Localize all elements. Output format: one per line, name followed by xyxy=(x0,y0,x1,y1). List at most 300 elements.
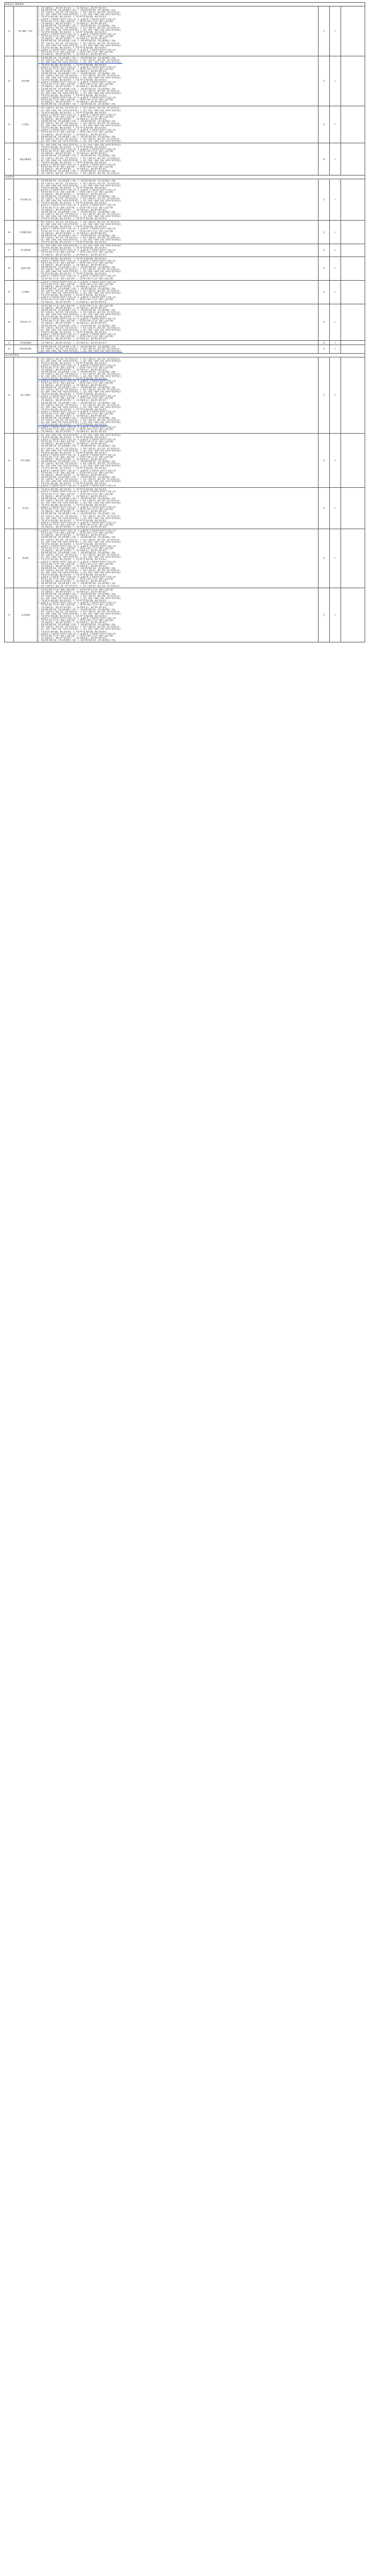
spec-line: 6、▲ 提供 第三方 检测 报告 复印件 并 加盖 公章； 6、▲ 提供 第三方 检测 报告 复印件 并 加盖 公章； xyxy=(38,113,117,116)
spec-line: 7、支持 集中 管控 平台 统一 管理 与 监控 告警； 7、支持 集中 管控 平台 统一 管理 与 监控 告警； xyxy=(38,532,115,535)
row-unit: 台 xyxy=(319,588,330,642)
spec-line: 1、支持 多媒体 接入，满足 教学 使用 需求； 1、支持 多媒体 接入，满足 教学 使用 需求； xyxy=(38,621,108,624)
spec-line: 4、接口：RJ45、HDMI、USB、RS232 等多种 接口； 4、接口：RJ45、HDMI、USB、RS232 等多种 接口； xyxy=(38,375,123,378)
spec-line: 6、▲ 提供 第三方 检测 报告 复印件 并 加盖 公章； 6、▲ 提供 第三方 检测 报告 复印件 并 加盖 公章； xyxy=(38,188,117,191)
spec-line: 5、支持 国产化 系统 适配，满足 信创 要求； 5、支持 国产化 系统 适配，满足 信创 要求； xyxy=(38,451,108,454)
spec-line: 5、支持 国产化 系统 适配，满足 信创 要求； 5、支持 国产化 系统 适配，满足 信创 要求； xyxy=(38,362,108,364)
spec-line: 2、具备 网络 管理 功能，支持 远程 配置 与 升级； 2、具备 网络 管理 功能，支持 远程 配置 与 升级； xyxy=(38,57,117,60)
spec-line: 3、采用 工业级 设计，稳定 可靠，支持 长时间 运行； 3、采用 工业级 设计，稳定 可靠，支持 长时间 运行； xyxy=(38,499,122,502)
spec-line: 5、支持 国产化 系统 适配，满足 信创 要求； 5、支持 国产化 系统 适配，满足 信创 要求； xyxy=(38,241,108,244)
spec-line: 7、支持 集中 管控 平台 统一 管理 与 监控 告警； 7、支持 集中 管控 平台 统一 管理 与 监控 告警； xyxy=(38,150,115,153)
spec-line: 4、接口：RJ45、HDMI、USB、RS232 等多种 接口； 4、接口：RJ45、HDMI、USB、RS232 等多种 接口； xyxy=(38,406,123,408)
row-unit: 套 xyxy=(319,304,330,341)
row-unit: 台 xyxy=(319,257,330,280)
row-remark xyxy=(341,179,365,221)
spec-line: 2、具备 网络 管理 功能，支持 远程 配置 与 升级； 2、具备 网络 管理 功能，支持 远程 配置 与 升级； xyxy=(38,475,117,478)
spec-line: 2、具备 网络 管理 功能，支持 远程 配置 与 升级； 2、具备 网络 管理 功能，支持 远程 配置 与 升级； xyxy=(38,592,117,595)
spec-line: 6、▲ 提供 第三方 检测 报告 复印件 并 加盖 公章； 6、▲ 提供 第三方 检测 报告 复印件 并 加盖 公章； xyxy=(38,228,117,230)
spec-line: 1、支持 多媒体 接入，满足 教学 使用 需求； 1、支持 多媒体 接入，满足 教学 使用 需求； xyxy=(38,580,108,583)
spec-line: 1、支持 多媒体 接入，满足 教学 使用 需求； 1、支持 多媒体 接入，满足 教学 使用 需求； xyxy=(38,70,108,72)
row-name: 智能录播系统 xyxy=(14,143,38,175)
spec-line: 3、采用 工业级 设计，稳定 可靠，支持 长时间 运行； 3、采用 工业级 设计，稳定 可靠，支持 长时间 运行； xyxy=(38,569,122,572)
spec-line: 4、接口：RJ45、HDMI、USB、RS232 等多种 接口； 4、接口：RJ45、HDMI、USB、RS232 等多种 接口； xyxy=(38,109,123,112)
row-name: POE交换机 xyxy=(14,433,38,487)
spec-line: 1、支持 多媒体 接入，满足 教学 使用 需求； 1、支持 多媒体 接入，满足 教学 使用 需求； xyxy=(38,152,108,155)
spec-line: 1、支持 多媒体 接入，满足 教学 使用 需求； 1、支持 多媒体 接入，满足 教学 使用 需求； xyxy=(38,168,108,171)
row-unit: 台 xyxy=(319,106,330,143)
row-remark xyxy=(341,433,365,487)
spec-line: 1、支持 多媒体 接入，满足 教学 使用 需求； 1、支持 多媒体 接入，满足 教学 使用 需求； xyxy=(38,369,108,371)
spec-line: 7、支持 集中 管控 平台 统一 管理 与 监控 告警； 7、支持 集中 管控 平台 统一 管理 与 监控 告警； xyxy=(38,251,115,254)
spec-line: 6、▲ 提供 第三方 检测 报告 复印件 并 加盖 公章； 6、▲ 提供 第三方 检测 报告 复印件 并 加盖 公章； xyxy=(38,485,117,487)
spec-line: 7、支持 集中 管控 平台 统一 管理 与 监控 告警； 7、支持 集中 管控 平台 统一 管理 与 监控 告警； xyxy=(38,397,115,400)
spec-line: 5、支持 国产化 系统 适配，满足 信创 要求； 5、支持 国产化 系统 适配，满足 信创 要求； xyxy=(38,543,108,545)
spec-line: 1、支持 多媒体 接入，满足 教学 使用 需求； 1、支持 多媒体 接入，满足 教学 使用 需求； xyxy=(38,458,108,461)
spec-line: 5、支持 国产化 系统 适配，满足 信创 要求； 5、支持 国产化 系统 适配，满足 信创 要求； xyxy=(38,574,108,576)
spec-line: 1、支持 多媒体 接入，满足 教学 使用 需求； 1、支持 多媒体 接入，满足 教学 使用 需求； xyxy=(38,22,108,25)
spec-line: 5、支持 国产化 系统 适配，满足 信创 要求； 5、支持 国产化 系统 适配，满足 信创 要求； xyxy=(38,393,108,396)
row-spec-text xyxy=(38,433,319,487)
spec-line: 7、支持 集中 管控 平台 统一 管理 与 监控 告警； 7、支持 集中 管控 平台 统一 管理 与 监控 告警； xyxy=(38,471,115,474)
spec-line: 4、接口：RJ45、HDMI、USB、RS232 等多种 接口； 4、接口：RJ45、HDMI、USB、RS232 等多种 接口； xyxy=(38,215,123,217)
spec-line: 2、具备 网络 管理 功能，支持 远程 配置 与 升级； 2、具备 网络 管理 功能，支持 远程 配置 与 升级； xyxy=(38,103,117,106)
spec-line: 6、▲ 提供 第三方 检测 报告 复印件 并 加盖 公章； 6、▲ 提供 第三方 检测 报告 复印件 并 加盖 公章； xyxy=(38,576,117,579)
row-remark xyxy=(341,6,365,56)
row-spec-text xyxy=(38,304,319,341)
spec-line: 7、支持 集中 管控 平台 统一 管理 与 监控 告警； 7、支持 集中 管控 平台 统一 管理 与 监控 告警； xyxy=(38,547,115,550)
spec-line: 7、支持 集中 管控 平台 统一 管理 与 监控 告警； 7、支持 集中 管控 平台 统一 管理 与 监控 告警； xyxy=(38,412,115,415)
spec-line: 4、接口：RJ45、HDMI、USB、RS232 等多种 接口； 4、接口：RJ45、HDMI、USB、RS232 等多种 接口； xyxy=(38,350,123,353)
row-name: 立式展台 xyxy=(14,106,38,143)
spec-line: 1、支持 多媒体 接入，满足 教学 使用 需求； 1、支持 多媒体 接入，满足 教学 使用 需求； xyxy=(38,495,108,497)
row-qty: 4 xyxy=(330,357,341,433)
spec-line: 2、具备 网络 管理 功能，支持 远程 配置 与 升级； 2、具备 网络 管理 功能，支持 远程 配置 与 升级； xyxy=(38,497,117,500)
spec-line: 4、接口：RJ45、HDMI、USB、RS232 等多种 接口； 4、接口：RJ45、HDMI、USB、RS232 等多种 接口； xyxy=(38,61,123,64)
spec-line: 5、支持 国产化 系统 适配，满足 信创 要求； 5、支持 国产化 系统 适配，满足 信创 要求； xyxy=(38,630,108,633)
spec-line: 3、采用 工业级 设计，稳定 可靠，支持 长时间 运行； 3、采用 工业级 设计，稳定 可靠，支持 长时间 运行； xyxy=(38,584,122,587)
row-name: 中央控制主机 xyxy=(14,179,38,221)
spec-line: 2、具备 网络 管理 功能，支持 远程 配置 与 升级； 2、具备 网络 管理 功能，支持 远程 配置 与 升级； xyxy=(38,87,117,90)
spec-line: 6、▲ 提供 第三方 检测 报告 复印件 并 加盖 公章； 6、▲ 提供 第三方 检测 报告 复印件 并 加盖 公章； xyxy=(38,48,117,51)
table-row xyxy=(5,433,365,487)
section-title: 综合布线系统 xyxy=(5,353,365,357)
spec-line: 6、▲ 提供 第三方 检测 报告 复印件 并 加盖 公章； 6、▲ 提供 第三方 检测 报告 复印件 并 加盖 公章； xyxy=(38,204,117,207)
spec-line: 5、支持 国产化 系统 适配，满足 信创 要求； 5、支持 国产化 系统 适配，满足 信创 要求； xyxy=(38,519,108,522)
spec-line: 1、支持 多媒体 接入，满足 教学 使用 需求； 1、支持 多媒体 接入，满足 教学 使用 需求； xyxy=(38,133,108,136)
spec-line: 4、接口：RJ45、HDMI、USB、RS232 等多种 接口； 4、接口：RJ45、HDMI、USB、RS232 等多种 接口； xyxy=(38,223,123,226)
spec-line: 2、具备 网络 管理 功能，支持 远程 配置 与 升级； 2、具备 网络 管理 功能，支持 远程 配置 与 升级； xyxy=(38,608,117,611)
spec-line: 5、支持 国产化 系统 适配，满足 信创 要求； 5、支持 国产化 系统 适配，满足 信创 要求； xyxy=(38,408,108,411)
row-unit: 台 xyxy=(319,6,330,56)
spec-line: 6、▲ 提供 第三方 检测 报告 复印件 并 加盖 公章； 6、▲ 提供 第三方 检测 报告 复印件 并 加盖 公章； xyxy=(38,96,117,99)
spec-line: 3、采用 工业级 设计，稳定 可靠，支持 长时间 运行； 3、采用 工业级 设计，稳定 可靠，支持 长时间 运行； xyxy=(38,59,122,62)
spec-line: 1、支持 多媒体 接入，满足 教学 使用 需求； 1、支持 多媒体 接入，满足 教学 使用 需求； xyxy=(38,384,108,386)
spec-line: 2、具备 网络 管理 功能，支持 远程 配置 与 升级； 2、具备 网络 管理 功能，支持 远程 配置 与 升级； xyxy=(38,266,117,269)
spec-line: 4、接口：RJ45、HDMI、USB、RS232 等多种 接口； 4、接口：RJ45、HDMI、USB、RS232 等多种 接口； xyxy=(38,556,123,559)
spec-line: 6、▲ 提供 第三方 检测 报告 复印件 并 加盖 公章； 6、▲ 提供 第三方 检测 报告 复印件 并 加盖 公章； xyxy=(38,281,117,283)
spec-line: 7、支持 集中 管控 平台 统一 管理 与 监控 告警； 7、支持 集中 管控 平台 统一 管理 与 监控 告警； xyxy=(38,493,115,495)
spec-line: 7、支持 集中 管控 平台 统一 管理 与 监控 告警； 7、支持 集中 管控 平台 统一 管理 与 监控 告警； xyxy=(38,206,115,209)
spec-line: 2、具备 网络 管理 功能，支持 远程 配置 与 升级； 2、具备 网络 管理 功能，支持 远程 配置 与 升级； xyxy=(38,460,117,463)
spec-line: 6、▲ 提供 第三方 检测 报告 复印件 并 加盖 公章； 6、▲ 提供 第三方 检测 报告 复印件 并 加盖 公章； xyxy=(38,379,117,382)
row-seq: 38 xyxy=(5,257,14,280)
spec-line: 5、支持 国产化 系统 适配，满足 信创 要求； 5、支持 国产化 系统 适配，满足 信创 要求； xyxy=(38,467,108,470)
spec-line: 3、采用 工业级 设计，稳定 可靠，支持 长时间 运行； 3、采用 工业级 设计，稳定 可靠，支持 长时间 运行； xyxy=(38,373,122,376)
spec-line: 6、▲ 提供 第三方 检测 报告 复印件 并 加盖 公章； 6、▲ 提供 第三方 检测 报告 复印件 并 加盖 公章； xyxy=(38,18,117,20)
spec-line: 4、接口：RJ45、HDMI、USB、RS232 等多种 接口； 4、接口：RJ45、HDMI、USB、RS232 等多种 接口； xyxy=(38,238,123,241)
spec-line: 4、接口：RJ45、HDMI、USB、RS232 等多种 接口； 4、接口：RJ45、HDMI、USB、RS232 等多种 接口； xyxy=(38,77,123,79)
spec-line: 4、接口：RJ45、HDMI、USB、RS232 等多种 接口； 4、接口：RJ45、HDMI、USB、RS232 等多种 接口； xyxy=(38,501,123,504)
spec-line: 5、支持 国产化 系统 适配，满足 信创 要求； 5、支持 国产化 系统 适配，满足 信创 要求； xyxy=(38,225,108,228)
spec-line: 4、接口：RJ45、HDMI、USB、RS232 等多种 接口； 4、接口：RJ45、HDMI、USB、RS232 等多种 接口； xyxy=(38,270,123,273)
spec-line: 3、采用 工业级 设计，稳定 可靠，支持 长时间 运行； 3、采用 工业级 设计，稳定 可靠，支持 长时间 运行； xyxy=(38,538,122,541)
spec-line: 6、▲ 提供 第三方 检测 报告 复印件 并 加盖 公章； 6、▲ 提供 第三方 检测 报告 复印件 并 加盖 公章； xyxy=(38,506,117,509)
spec-line: 7、支持 集中 管控 平台 统一 管理 与 监控 告警； 7、支持 集中 管控 平台 统一 管理 与 监控 告警； xyxy=(38,441,115,443)
spec-line: 6、▲ 提供 第三方 检测 报告 复印件 并 加盖 公章； 6、▲ 提供 第三方 检测 报告 复印件 并 加盖 公章； xyxy=(38,438,117,441)
spec-line: 2、具备 网络 管理 功能，支持 远程 配置 与 升级； 2、具备 网络 管理 功能，支持 远程 配置 与 升级； xyxy=(38,639,117,641)
row-unit: 套 xyxy=(319,143,330,175)
row-spec-text xyxy=(38,56,319,106)
spec-line: 2、具备 网络 管理 功能，支持 远程 配置 与 升级； 2、具备 网络 管理 功能，支持 远程 配置 与 升级； xyxy=(38,155,117,157)
spec-line: 1、支持 多媒体 接入，满足 教学 使用 需求； 1、支持 多媒体 接入，满足 教学 使用 需求； xyxy=(38,606,108,609)
spec-line: 6、▲ 提供 第三方 检测 报告 复印件 并 加盖 公章； 6、▲ 提供 第三方 检测 报告 复印件 并 加盖 公章； xyxy=(38,249,117,252)
spec-line: 1、支持 多媒体 接入，满足 教学 使用 需求； 1、支持 多媒体 接入，满足 教学 使用 需求； xyxy=(38,53,108,56)
spec-line: 6、▲ 提供 第三方 检测 报告 复印件 并 加盖 公章； 6、▲ 提供 第三方 检测 报告 复印件 并 加盖 公章； xyxy=(38,296,117,299)
spec-line: 7、支持 集中 管控 平台 统一 管理 与 监控 告警； 7、支持 集中 管控 平台 统一 管理 与 监控 告警； xyxy=(38,230,115,232)
spec-line: 6、▲ 提供 第三方 检测 报告 复印件 并 加盖 公章； 6、▲ 提供 第三方 检测 报告 复印件 并 加盖 公章； xyxy=(38,469,117,472)
spec-line: 2、具备 网络 管理 功能，支持 远程 配置 与 升级； 2、具备 网络 管理 功能，支持 远程 配置 与 升级； xyxy=(38,24,117,27)
row-name: 教学终端 xyxy=(14,56,38,106)
spec-line: 6、▲ 提供 第三方 检测 报告 复印件 并 加盖 公章； 6、▲ 提供 第三方 检测 报告 复印件 并 加盖 公章； xyxy=(38,632,117,635)
spec-line: 1、支持 多媒体 接入，满足 教学 使用 需求； 1、支持 多媒体 接入，满足 教学 使用 需求； xyxy=(38,208,108,211)
row-remark xyxy=(341,221,365,244)
row-spec-text xyxy=(38,341,319,345)
spec-line: 2、具备 网络 管理 功能，支持 远程 配置 与 升级； 2、具备 网络 管理 功能，支持 远程 配置 与 升级； xyxy=(38,195,117,198)
row-name: 灯控模块 xyxy=(14,280,38,304)
spec-line: 2、具备 网络 管理 功能，支持 远程 配置 与 升级； 2、具备 网络 管理 功能，支持 远程 配置 与 升级； xyxy=(38,120,117,122)
spec-line: 7、支持 集中 管控 平台 统一 管理 与 监控 告警； 7、支持 集中 管控 平台 统一 管理 与 监控 告警； xyxy=(38,578,115,581)
spec-line: 4、接口：RJ45、HDMI、USB、RS232 等多种 接口； 4、接口：RJ45、HDMI、USB、RS232 等多种 接口； xyxy=(38,245,123,247)
spec-line: 7、支持 集中 管控 平台 统一 管理 与 监控 告警； 7、支持 集中 管控 平台 统一 管理 与 监控 告警； xyxy=(38,604,115,606)
spec-line: 2、具备 网络 管理 功能，支持 远程 配置 与 升级； 2、具备 网络 管理 功能，支持 远程 配置 与 升级； xyxy=(38,582,117,585)
spec-line: 6、▲ 提供 第三方 检测 报告 复印件 并 加盖 公章； 6、▲ 提供 第三方 检测 报告 复印件 并 加盖 公章； xyxy=(38,81,117,84)
row-seq: 47 xyxy=(5,588,14,642)
row-spec-text xyxy=(38,244,319,257)
spec-line: 2、具备 网络 管理 功能，支持 远程 配置 与 升级； 2、具备 网络 管理 功能，支持 远程 配置 与 升级； xyxy=(38,401,117,404)
row-spec-text xyxy=(38,143,319,175)
row-seq: 44 xyxy=(5,433,14,487)
spec-line: 7、支持 集中 管控 平台 统一 管理 与 监控 告警； 7、支持 集中 管控 平台 统一 管理 与 监控 告警； xyxy=(38,304,115,307)
spec-line: 5、支持 国产化 系统 适配，满足 信创 要求； 5、支持 国产化 系统 适配，满足 信创 要求； xyxy=(38,63,108,66)
spec-line: 3、采用 工业级 设计，稳定 可靠，支持 长时间 运行； 3、采用 工业级 设计，稳定 可靠，支持 长时间 运行； xyxy=(38,26,122,29)
row-remark xyxy=(341,257,365,280)
spec-line: 5、支持 国产化 系统 适配，满足 信创 要求； 5、支持 国产化 系统 适配，满足 信创 要求； xyxy=(38,127,108,129)
spec-line: 3、采用 工业级 设计，稳定 可靠，支持 长时间 运行； 3、采用 工业级 设计，稳定 可靠，支持 长时间 运行； xyxy=(38,357,122,360)
spec-line: 6、▲ 提供 第三方 检测 报告 复印件 并 加盖 公章； 6、▲ 提供 第三方 检测 报告 复印件 并 加盖 公章； xyxy=(38,364,117,367)
spec-line: 2、具备 网络 管理 功能，支持 远程 配置 与 升级； 2、具备 网络 管理 功能，支持 远程 配置 与 升级； xyxy=(38,552,117,554)
row-qty: 1 xyxy=(330,529,341,588)
spec-line: 1、支持 多媒体 接入，满足 教学 使用 需求； 1、支持 多媒体 接入，满足 教学 使用 需求； xyxy=(38,85,108,88)
row-seq: 39 xyxy=(5,280,14,304)
row-remark xyxy=(341,244,365,257)
spec-line: 2、具备 网络 管理 功能，支持 远程 配置 与 升级； 2、具备 网络 管理 功能，支持 远程 配置 与 升级； xyxy=(38,9,117,12)
spec-line: 5、支持 国产化 系统 适配，满足 信创 要求； 5、支持 国产化 系统 适配，满足 信创 要求； xyxy=(38,488,108,491)
row-seq: 36 xyxy=(5,221,14,244)
row-unit: 项 xyxy=(319,341,330,345)
spec-line: 6、▲ 提供 第三方 检测 报告 复印件 并 加盖 公章； 6、▲ 提供 第三方 检测 报告 复印件 并 加盖 公章； xyxy=(38,560,117,563)
spec-line: 3、采用 工业级 设计，稳定 可靠，支持 长时间 运行； 3、采用 工业级 设计，稳定 可靠，支持 长时间 运行； xyxy=(38,326,122,329)
spec-line: 2、具备 网络 管理 功能，支持 远程 配置 与 升级； 2、具备 网络 管理 功能，支持 远程 配置 与 升级； xyxy=(38,371,117,374)
table-row xyxy=(5,6,365,56)
spec-line: 2、具备 网络 管理 功能，支持 远程 配置 与 升级； 2、具备 网络 管理 功能，支持 远程 配置 与 升级； xyxy=(38,536,117,539)
table-row xyxy=(5,56,365,106)
row-remark xyxy=(341,341,365,345)
table-row xyxy=(5,345,365,353)
spec-line: 2、具备 网络 管理 功能，支持 远程 配置 与 升级； 2、具备 网络 管理 功能，支持 远程 配置 与 升级； xyxy=(38,386,117,389)
row-seq: 45 xyxy=(5,488,14,529)
spec-line: 6、▲ 提供 第三方 检测 报告 复印件 并 加盖 公章； 6、▲ 提供 第三方 检测 报告 复印件 并 加盖 公章； xyxy=(38,318,117,320)
spec-line: 1、支持 多媒体 接入，满足 教学 使用 需求； 1、支持 多媒体 接入，满足 教学 使用 需求； xyxy=(38,193,108,195)
table-row xyxy=(5,179,365,221)
spec-line: 2、具备 网络 管理 功能，支持 远程 配置 与 升级； 2、具备 网络 管理 功能，支持 远程 配置 与 升级； xyxy=(38,346,117,348)
spec-line: 3、采用 工业级 设计，稳定 可靠，支持 长时间 运行； 3、采用 工业级 设计，稳定 可靠，支持 长时间 运行； xyxy=(38,107,122,109)
spec-line: 5、支持 国产化 系统 适配，满足 信创 要求； 5、支持 国产化 系统 适配，满足 信创 要求； xyxy=(38,257,108,260)
row-remark xyxy=(341,304,365,341)
spec-line: 5、支持 国产化 系统 适配，满足 信创 要求； 5、支持 国产化 系统 适配，满足 信创 要求； xyxy=(38,94,108,97)
row-qty: 1 xyxy=(330,341,341,345)
row-name: 86寸触控一体机 xyxy=(14,6,38,56)
spec-line: 3、采用 工业级 设计，稳定 可靠，支持 长时间 运行； 3、采用 工业级 设计，稳定 可靠，支持 长时间 运行； xyxy=(38,75,122,77)
row-qty: 1 xyxy=(330,143,341,175)
spec-line: 4、接口：RJ45、HDMI、USB、RS232 等多种 接口； 4、接口：RJ45、HDMI、USB、RS232 等多种 接口； xyxy=(38,328,123,331)
spec-line: 4、接口：RJ45、HDMI、USB、RS232 等多种 接口； 4、接口：RJ45、HDMI、USB、RS232 等多种 接口； xyxy=(38,517,123,519)
spec-line: 2、具备 网络 管理 功能，支持 远程 配置 与 升级； 2、具备 网络 管理 功能，支持 远程 配置 与 升级； xyxy=(38,324,117,327)
row-seq: 32 xyxy=(5,56,14,106)
equipment-spec-table xyxy=(4,2,365,642)
row-qty: 2 xyxy=(330,244,341,257)
spec-line: 7、支持 集中 管控 平台 统一 管理 与 监控 告警； 7、支持 集中 管控 平台 统一 管理 与 监控 告警； xyxy=(38,367,115,369)
table-row xyxy=(5,529,365,588)
row-spec-text xyxy=(38,588,319,642)
spec-line: 7、支持 集中 管控 平台 统一 管理 与 监控 告警； 7、支持 集中 管控 平台 统一 管理 与 监控 告警； xyxy=(38,382,115,384)
row-qty: 1 xyxy=(330,488,341,529)
spec-line: 5、支持 国产化 系统 适配，满足 信创 要求； 5、支持 国产化 系统 适配，满足 信创 要求； xyxy=(38,614,108,617)
spec-line: 7、支持 集中 管控 平台 统一 管理 与 监控 告警； 7、支持 集中 管控 平台 统一 管理 与 监控 告警； xyxy=(38,335,115,338)
row-name: 中控软件平台 xyxy=(14,304,38,341)
spec-line: 5、支持 国产化 系统 适配，满足 信创 要求； 5、支持 国产化 系统 适配，满足 信创 要求； xyxy=(38,111,108,114)
spec-line: 4、接口：RJ45、HDMI、USB、RS232 等多种 接口； 4、接口：RJ45、HDMI、USB、RS232 等多种 接口； xyxy=(38,92,123,94)
spec-line: 7、支持 集中 管控 平台 统一 管理 与 监控 告警； 7、支持 集中 管控 平台 统一 管理 与 监控 告警； xyxy=(38,456,115,458)
spec-line: 7、支持 集中 管控 平台 统一 管理 与 监控 告警； 7、支持 集中 管控 平台 统一 管理 与 监控 告警； xyxy=(38,191,115,193)
spec-line: 6、▲ 提供 第三方 检测 报告 复印件 并 加盖 公章； 6、▲ 提供 第三方 检测 报告 复印件 并 加盖 公章； xyxy=(38,275,117,277)
row-spec-text xyxy=(38,179,319,224)
spec-line: 3、采用 工业级 设计，稳定 可靠，支持 长时间 运行； 3、采用 工业级 设计，稳定 可靠，支持 长时间 运行； xyxy=(38,182,122,185)
spec-line: 7、支持 集中 管控 平台 统一 管理 与 监控 告警； 7、支持 集中 管控 平台 统一 管理 与 监控 告警； xyxy=(38,562,115,565)
spec-line: 2、具备 网络 管理 功能，支持 远程 配置 与 升级； 2、具备 网络 管理 功能，支持 远程 配置 与 升级； xyxy=(38,287,117,290)
spec-line: 3、采用 工业级 设计，稳定 可靠，支持 长时间 运行； 3、采用 工业级 设计，稳定 可靠，支持 长时间 运行； xyxy=(38,554,122,557)
spec-line: 7、支持 集中 管控 平台 统一 管理 与 监控 告警； 7、支持 集中 管控 平台 统一 管理 与 监控 告警； xyxy=(38,68,115,70)
spec-line: 3、采用 工业级 设计，稳定 可靠，支持 长时间 运行； 3、采用 工业级 设计，稳定 可靠，支持 长时间 运行； xyxy=(38,626,122,628)
spec-line: 3、采用 工业级 设计，稳定 可靠，支持 长时间 运行； 3、采用 工业级 设计，稳定 可靠，支持 长时间 运行； xyxy=(38,515,122,517)
spec-line: 5、支持 国产化 系统 适配，满足 信创 要求； 5、支持 国产化 系统 适配，满足 信创 要求； xyxy=(38,161,108,164)
spec-line: 3、采用 工业级 设计，稳定 可靠，支持 长时间 运行； 3、采用 工业级 设计，稳定 可靠，支持 长时间 运行； xyxy=(38,137,122,140)
spec-line: 2、具备 网络 管理 功能，支持 远程 配置 与 升级； 2、具备 网络 管理 功能，支持 远程 配置 与 升级； xyxy=(38,135,117,138)
spec-line: 6、▲ 提供 第三方 检测 报告 复印件 并 加盖 公章； 6、▲ 提供 第三方 检测 报告 复印件 并 加盖 公章； xyxy=(38,617,117,619)
spec-line: 4、接口：RJ45、HDMI、USB、RS232 等多种 接口； 4、接口：RJ45、HDMI、USB、RS232 等多种 接口； xyxy=(38,571,123,574)
row-spec-text xyxy=(38,488,319,529)
spec-line: 3、采用 工业级 设计，稳定 可靠，支持 长时间 运行； 3、采用 工业级 设计，稳定 可靠，支持 长时间 运行； xyxy=(38,213,122,215)
row-seq: 31 xyxy=(5,6,14,56)
row-name: 电源时序器 xyxy=(14,257,38,280)
row-unit: 台 xyxy=(319,433,330,487)
spec-line: 4、接口：RJ45、HDMI、USB、RS232 等多种 接口； 4、接口：RJ45、HDMI、USB、RS232 等多种 接口； xyxy=(38,612,123,615)
spec-line: 4、接口：RJ45、HDMI、USB、RS232 等多种 接口； 4、接口：RJ45、HDMI、USB、RS232 等多种 接口； xyxy=(38,391,123,393)
row-qty: 1 xyxy=(330,345,341,353)
spec-line: 6、▲ 提供 第三方 检测 报告 复印件 并 加盖 公章； 6、▲ 提供 第三方 检测 报告 复印件 并 加盖 公章； xyxy=(38,410,117,413)
spec-line: 6、▲ 提供 第三方 检测 报告 复印件 并 加盖 公章； 6、▲ 提供 第三方 检测 报告 复印件 并 加盖 公章； xyxy=(38,259,117,262)
row-qty: 1 xyxy=(330,588,341,642)
spec-line: 3、采用 工业级 设计，稳定 可靠，支持 长时间 运行； 3、采用 工业级 设计，稳定 可靠，支持 长时间 运行； xyxy=(38,388,122,391)
spec-line: 5、支持 国产化 系统 适配，满足 信创 要求； 5、支持 国产化 系统 适配，满足 信创 要求； xyxy=(38,316,108,318)
spec-line: 2、具备 网络 管理 功能，支持 远程 配置 与 升级； 2、具备 网络 管理 功能，支持 远程 配置 与 升级； xyxy=(38,417,117,420)
spec-line: 5、支持 国产化 系统 适配，满足 信创 要求； 5、支持 国产化 系统 适配，满足 信创 要求； xyxy=(38,599,108,602)
spec-line: 5、支持 国产化 系统 适配，满足 信创 要求； 5、支持 国产化 系统 适配，满足 信创 要求； xyxy=(38,46,108,49)
spec-line: 1、支持 多媒体 接入，满足 教学 使用 需求； 1、支持 多媒体 接入，满足 教学 使用 需求； xyxy=(38,118,108,120)
spec-line: 6、▲ 提供 第三方 检测 报告 复印件 并 加盖 公章； 6、▲ 提供 第三方 检测 报告 复印件 并 加盖 公章； xyxy=(38,545,117,547)
table-row xyxy=(5,304,365,341)
spec-line: 1、支持 多媒体 接入，满足 教学 使用 需求； 1、支持 多媒体 接入，满足 教学 使用 需求； xyxy=(38,473,108,476)
row-seq: 46 xyxy=(5,529,14,588)
row-unit: 台 xyxy=(319,244,330,257)
spec-line: 6、▲ 提供 第三方 检测 报告 复印件 并 加盖 公章； 6、▲ 提供 第三方 检测 报告 复印件 并 加盖 公章； xyxy=(38,602,117,604)
row-remark xyxy=(341,488,365,529)
spec-line: 4、接口：RJ45、HDMI、USB、RS232 等多种 接口； 4、接口：RJ45、HDMI、USB、RS232 等多种 接口； xyxy=(38,292,123,295)
spec-line: 3、采用 工业级 设计，稳定 可靠，支持 长时间 运行； 3、采用 工业级 设计，稳定 可靠，支持 长时间 运行； xyxy=(38,311,122,313)
spec-line: 1、支持 多媒体 接入，满足 教学 使用 需求； 1、支持 多媒体 接入，满足 教学 使用 需求； xyxy=(38,430,108,433)
spec-line: 7、支持 集中 管控 平台 统一 管理 与 监控 告警； 7、支持 集中 管控 平台 统一 管理 与 监控 告警； xyxy=(38,115,115,118)
spec-line: 6、▲ 提供 第三方 检测 报告 复印件 并 加盖 公章； 6、▲ 提供 第三方 检测 报告 复印件 并 加盖 公章； xyxy=(38,521,117,524)
spec-line: 3、采用 工业级 设计，稳定 可靠，支持 长时间 运行； 3、采用 工业级 设计，稳定 可靠，支持 长时间 运行； xyxy=(38,610,122,613)
spec-line: 3、采用 工业级 设计，稳定 可靠，支持 长时间 运行； 3、采用 工业级 设计，稳定 可靠，支持 长时间 运行； xyxy=(38,11,122,14)
row-qty: 1 xyxy=(330,280,341,304)
table-row xyxy=(5,244,365,257)
spec-line: 3、采用 工业级 设计，稳定 可靠，支持 长时间 运行； 3、采用 工业级 设计，稳定 可靠，支持 长时间 运行； xyxy=(38,42,122,45)
spec-line: 4、接口：RJ45、HDMI、USB、RS232 等多种 接口； 4、接口：RJ45、HDMI、USB、RS232 等多种 接口； xyxy=(38,540,123,543)
table-row xyxy=(5,257,365,280)
row-unit: 台 xyxy=(319,345,330,353)
spec-line: 7、支持 集中 管控 平台 统一 管理 与 监控 告警； 7、支持 集中 管控 平台 统一 管理 与 监控 告警； xyxy=(38,320,115,323)
spec-line: 4、接口：RJ45、HDMI、USB、RS232 等多种 接口； 4、接口：RJ45、HDMI、USB、RS232 等多种 接口； xyxy=(38,480,123,482)
row-name: 中控系统编程 xyxy=(14,341,38,345)
table-row xyxy=(5,221,365,244)
spec-line: 3、采用 工业级 设计，稳定 可靠，支持 长时间 运行； 3、采用 工业级 设计，稳定 可靠，支持 长时间 运行； xyxy=(38,90,122,92)
spec-line: 1、支持 多媒体 接入，满足 教学 使用 需求； 1、支持 多媒体 接入，满足 教学 使用 需求； xyxy=(38,232,108,235)
row-unit: 台 xyxy=(319,179,330,221)
spec-line: 1、支持 多媒体 接入，满足 教学 使用 需求； 1、支持 多媒体 接入，满足 教学 使用 需求； xyxy=(38,101,108,104)
row-unit: 台 xyxy=(319,488,330,529)
spec-line: 3、采用 工业级 设计，稳定 可靠，支持 长时间 运行； 3、采用 工业级 设计，稳定 可靠，支持 长时间 运行； xyxy=(38,290,122,292)
row-remark xyxy=(341,588,365,642)
spec-line: 4、接口：RJ45、HDMI、USB、RS232 等多种 接口； 4、接口：RJ45、HDMI、USB、RS232 等多种 接口； xyxy=(38,144,123,146)
spec-line: 7、支持 集中 管控 平台 统一 管理 与 监控 告警； 7、支持 集中 管控 平台 统一 管理 与 监控 告警； xyxy=(38,50,115,53)
row-seq: 37 xyxy=(5,244,14,257)
spec-line: 7、支持 集中 管控 平台 统一 管理 与 监控 告警； 7、支持 集中 管控 平台 统一 管理 与 监控 告警； xyxy=(38,20,115,23)
spec-line: 7、支持 集中 管控 平台 统一 管理 与 监控 告警； 7、支持 集中 管控 平台 统一 管理 与 监控 告警； xyxy=(38,508,115,511)
row-spec-text xyxy=(38,221,319,244)
spec-line: 7、支持 集中 管控 平台 统一 管理 与 监控 告警； 7、支持 集中 管控 平台 统一 管理 与 监控 告警； xyxy=(38,83,115,86)
spec-line: 5、支持 国产化 系统 适配，满足 信创 要求； 5、支持 国产化 系统 适配，满足 信创 要求； xyxy=(38,558,108,561)
spec-line: 7、支持 集中 管控 平台 统一 管理 与 监控 告警； 7、支持 集中 管控 平台 统一 管理 与 监控 告警； xyxy=(38,619,115,622)
spec-line: 1、支持 多媒体 接入，满足 教学 使用 需求； 1、支持 多媒体 接入，满足 教学 使用 需求； xyxy=(38,399,108,402)
row-qty: 1 xyxy=(330,221,341,244)
spec-line: 4、接口：RJ45、HDMI、USB、RS232 等多种 接口； 4、接口：RJ45、HDMI、USB、RS232 等多种 接口； xyxy=(38,140,123,142)
spec-line: 4、接口：RJ45、HDMI、USB、RS232 等多种 接口； 4、接口：RJ45、HDMI、USB、RS232 等多种 接口； xyxy=(38,360,123,362)
row-unit: 台 xyxy=(319,357,330,433)
spec-line: 1、支持 多媒体 接入，满足 教学 使用 需求； 1、支持 多媒体 接入，满足 教学 使用 需求； xyxy=(38,565,108,567)
spec-line: 7、支持 集中 管控 平台 统一 管理 与 监控 告警； 7、支持 集中 管控 平台 统一 管理 与 监控 告警； xyxy=(38,588,115,591)
row-remark xyxy=(341,529,365,588)
spec-line: 3、采用 工业级 设计，稳定 可靠，支持 长时间 运行； 3、采用 工业级 设计，稳定 可靠，支持 长时间 运行； xyxy=(38,236,122,239)
row-spec-text xyxy=(38,257,319,280)
spec-line: 6、▲ 提供 第三方 检测 报告 复印件 并 加盖 公章； 6、▲ 提供 第三方 检测 报告 复印件 并 加盖 公章； xyxy=(38,333,117,335)
spec-line: 4、接口：RJ45、HDMI、USB、RS232 等多种 接口； 4、接口：RJ45、HDMI、USB、RS232 等多种 接口； xyxy=(38,29,123,31)
spec-line: 4、接口：RJ45、HDMI、USB、RS232 等多种 接口； 4、接口：RJ45、HDMI、USB、RS232 等多种 接口； xyxy=(38,13,123,16)
spec-line: 1、支持 多媒体 接入，满足 教学 使用 需求； 1、支持 多媒体 接入，满足 教学 使用 需求； xyxy=(38,525,108,528)
spec-line: 6、▲ 提供 第三方 检测 报告 复印件 并 加盖 公章； 6、▲ 提供 第三方 检测 报告 复印件 并 加盖 公章； xyxy=(38,148,117,151)
row-unit: 台 xyxy=(319,280,330,304)
row-spec-text xyxy=(38,345,319,353)
row-seq: 40 xyxy=(5,304,14,341)
spec-line: 5、支持 国产化 系统 适配，满足 信创 要求； 5、支持 国产化 系统 适配，满足 信创 要求； xyxy=(38,247,108,250)
section-header-row xyxy=(5,3,365,6)
spec-line: 1、支持 多媒体 接入，满足 教学 使用 需求； 1、支持 多媒体 接入，满足 教学 使用 需求； xyxy=(38,590,108,593)
row-name: 核心交换机 xyxy=(14,357,38,433)
spec-line: 2、具备 网络 管理 功能，支持 远程 配置 与 升级； 2、具备 网络 管理 功能，支持 远程 配置 与 升级； xyxy=(38,513,117,515)
spec-line: 1、支持 多媒体 接入，满足 教学 使用 需求； 1、支持 多媒体 接入，满足 教学 使用 需求； xyxy=(38,322,108,325)
spec-line: 2、具备 网络 管理 功能，支持 远程 配置 与 升级； 2、具备 网络 管理 功能，支持 远程 配置 与 升级； xyxy=(38,210,117,213)
spec-line: 5、支持 国产化 系统 适配，满足 信创 要求； 5、支持 国产化 系统 适配，满足 信创 要求； xyxy=(38,436,108,439)
spec-line: 3、采用 工业级 设计，稳定 可靠，支持 长时间 运行； 3、采用 工业级 设计，稳定 可靠，支持 长时间 运行； xyxy=(38,404,122,406)
spec-line: 3、采用 工业级 设计，稳定 可靠，支持 长时间 运行； 3、采用 工业级 设计，稳定 可靠，支持 长时间 运行； xyxy=(38,197,122,200)
row-name: 防火墙 xyxy=(14,488,38,529)
spec-line: 5、支持 国产化 系统 适配，满足 信创 要求； 5、支持 国产化 系统 适配，满足 信创 要求； xyxy=(38,377,108,380)
spec-line: 3、采用 工业级 设计，稳定 可靠，支持 长时间 运行； 3、采用 工业级 设计，稳定 可靠，支持 长时间 运行； xyxy=(38,463,122,465)
table-row xyxy=(5,106,365,143)
spec-line: 3、采用 工业级 设计，稳定 可靠，支持 长时间 运行； 3、采用 工业级 设计，稳定 可靠，支持 长时间 运行； xyxy=(38,221,122,224)
spec-line: 4、接口：RJ45、HDMI、USB、RS232 等多种 接口； 4、接口：RJ45、HDMI、USB、RS232 等多种 接口； xyxy=(38,597,123,600)
table-row xyxy=(5,357,365,433)
spec-line: 5、支持 国产化 系统 适配，满足 信创 要求； 5、支持 国产化 系统 适配，满足 信创 要求； xyxy=(38,146,108,149)
spec-line: 7、支持 集中 管控 平台 统一 管理 与 监控 告警； 7、支持 集中 管控 平台 统一 管理 与 监控 告警； xyxy=(38,99,115,101)
row-qty: 1 xyxy=(330,257,341,280)
spec-line: 5、支持 国产化 系统 适配，满足 信创 要求； 5、支持 国产化 系统 适配，满足 信创 要求； xyxy=(38,294,108,297)
spec-line: 1、支持 多媒体 接入，满足 教学 使用 需求； 1、支持 多媒体 接入，满足 教学 使用 需求； xyxy=(38,285,108,288)
row-name: AC控制器 xyxy=(14,588,38,642)
spec-line: 2、具备 网络 管理 功能，支持 远程 配置 与 升级； 2、具备 网络 管理 功能，支持 远程 配置 与 升级； xyxy=(38,624,117,626)
row-unit: 台 xyxy=(319,221,330,244)
spec-line: 7、支持 集中 管控 平台 统一 管理 与 监控 告警； 7、支持 集中 管控 平台 统一 管理 与 监控 告警； xyxy=(38,131,115,134)
spec-line: 2、具备 网络 管理 功能，支持 远程 配置 与 升级； 2、具备 网络 管理 功能，支持 远程 配置 与 升级； xyxy=(38,234,117,237)
spec-line: 5、支持 国产化 系统 适配，满足 信创 要求； 5、支持 国产化 系统 适配，满足 信创 要求； xyxy=(38,217,108,219)
row-remark xyxy=(341,56,365,106)
row-remark xyxy=(341,106,365,143)
spec-line: 4、接口：RJ45、HDMI、USB、RS232 等多种 接口； 4、接口：RJ45、HDMI、USB、RS232 等多种 接口； xyxy=(38,449,123,452)
spec-line: 7、支持 集中 管控 平台 统一 管理 与 监控 告警； 7、支持 集中 管控 平台 统一 管理 与 监控 告警； xyxy=(38,634,115,637)
row-unit: 台 xyxy=(319,56,330,106)
spec-line: 1、支持 多媒体 接入，满足 教学 使用 需求； 1、支持 多媒体 接入，满足 教学 使用 需求； xyxy=(38,306,108,309)
spec-line: 3、采用 工业级 设计，稳定 可靠，支持 长时间 运行； 3、采用 工业级 设计，稳定 可靠，支持 长时间 运行； xyxy=(38,447,122,450)
spec-line: 4、接口：RJ45、HDMI、USB、RS232 等多种 接口； 4、接口：RJ45、HDMI、USB、RS232 等多种 接口； xyxy=(38,44,123,47)
